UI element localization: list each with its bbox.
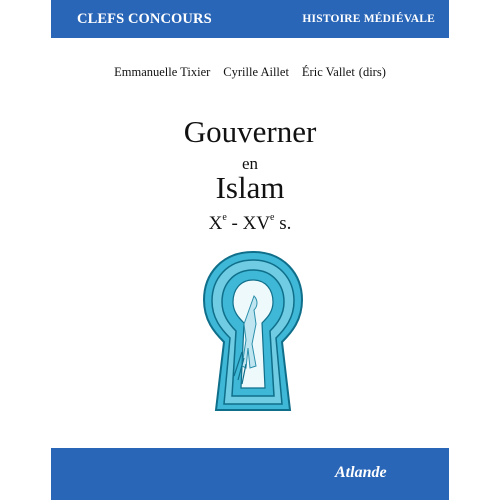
author-name: Emmanuelle Tixier [114,65,211,79]
series-name: CLEFS CONCOURS [77,10,212,27]
title-line-3: Islam [215,170,285,205]
book-cover [51,0,449,500]
period-subtitle [51,213,449,235]
editors-note: (dirs) [358,65,386,79]
authors-line [51,65,449,80]
period-separator: - [226,213,243,234]
title-line-1: Gouverner [183,114,317,149]
title-line-2: en [241,154,259,173]
period-suffix: s. [274,213,292,234]
period-end-sup: e [270,211,275,223]
period-end: XV [242,213,271,234]
author-name: Éric Vallet [301,65,355,79]
period-start-sup: e [222,211,227,223]
top-banner [51,0,449,38]
topic-name: HISTOIRE MÉDIÉVALE [302,13,435,25]
period-start: X [208,213,223,234]
publisher-logo: Atlande [335,464,387,481]
keyhole-icon [198,248,308,414]
author-name: Cyrille Aillet [223,65,289,79]
